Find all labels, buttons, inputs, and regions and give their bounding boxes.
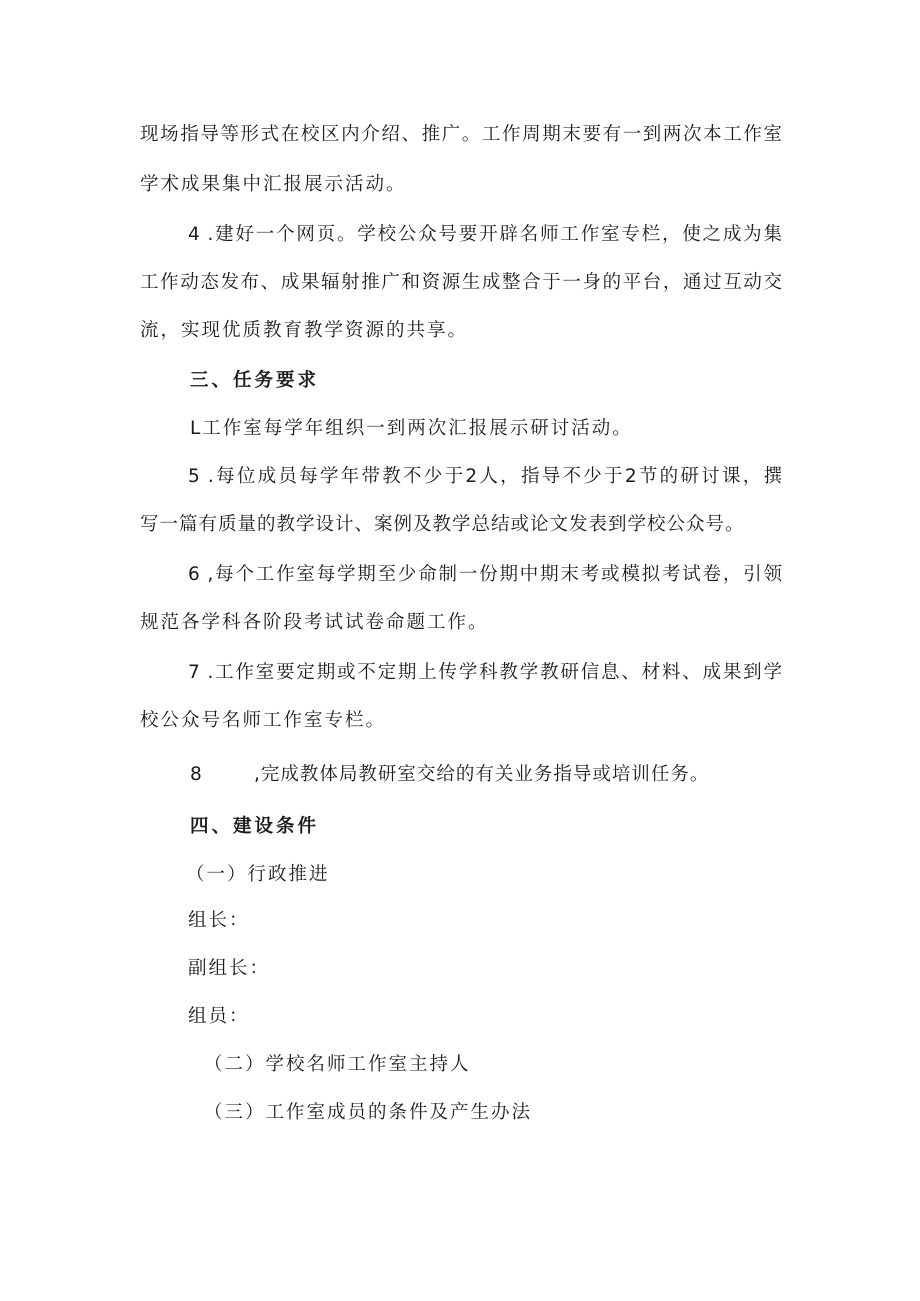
paragraph-continued-line-1: 现场指导等形式在校区内介绍、推广。工作周期末要有一到两次本工作室 <box>140 124 782 145</box>
label-vice-leader: 副组长： <box>188 958 271 979</box>
label-members: 组员： <box>188 1006 250 1027</box>
section-3-heading: 三、任务要求 <box>190 370 320 391</box>
subsection-3: （三）工作室成员的条件及产生办法 <box>204 1102 533 1123</box>
task-5-line-1: 5 .每位成员每学年带教不少于2人，指导不少于2节的研讨课，撰 <box>188 466 782 487</box>
task-l: L工作室每学年组织一到两次汇报展示研讨活动。 <box>190 418 633 439</box>
subsection-2: （二）学校名师工作室主持人 <box>204 1054 471 1075</box>
paragraph-continued-line-2: 学术成果集中汇报展示活动。 <box>140 174 407 195</box>
subsection-1: （一）行政推进 <box>186 864 330 885</box>
section-4-heading: 四、建设条件 <box>190 816 320 837</box>
task-6-line-2: 规范各学科各阶段考试试卷命题工作。 <box>140 612 489 633</box>
task-7-line-2: 校公众号名师工作室专栏。 <box>140 710 387 731</box>
task-7-line-1: 7 .工作室要定期或不定期上传学科教学教研信息、材料、成果到学 <box>188 662 782 683</box>
item-4-line-2: 工作动态发布、成果辐射推广和资源生成整合于一身的平台，通过互动交 <box>140 272 782 293</box>
task-6-line-1: 6 ,每个工作室每学期至少命制一份期中期末考或模拟考试卷，引领 <box>188 564 782 585</box>
task-5-line-2: 写一篇有质量的教学设计、案例及教学总结或论文发表到学校公众号。 <box>140 514 745 535</box>
label-leader: 组长： <box>188 910 250 931</box>
item-4-line-3: 流，实现优质教育教学资源的共享。 <box>140 320 469 341</box>
task-8-text: ,完成教体局教研室交给的有关业务指导或培训任务。 <box>254 764 710 785</box>
task-8-number: 8 <box>190 764 204 785</box>
item-4-line-1: 4 .建好一个网页。学校公众号要开辟名师工作室专栏，使之成为集 <box>188 224 782 245</box>
